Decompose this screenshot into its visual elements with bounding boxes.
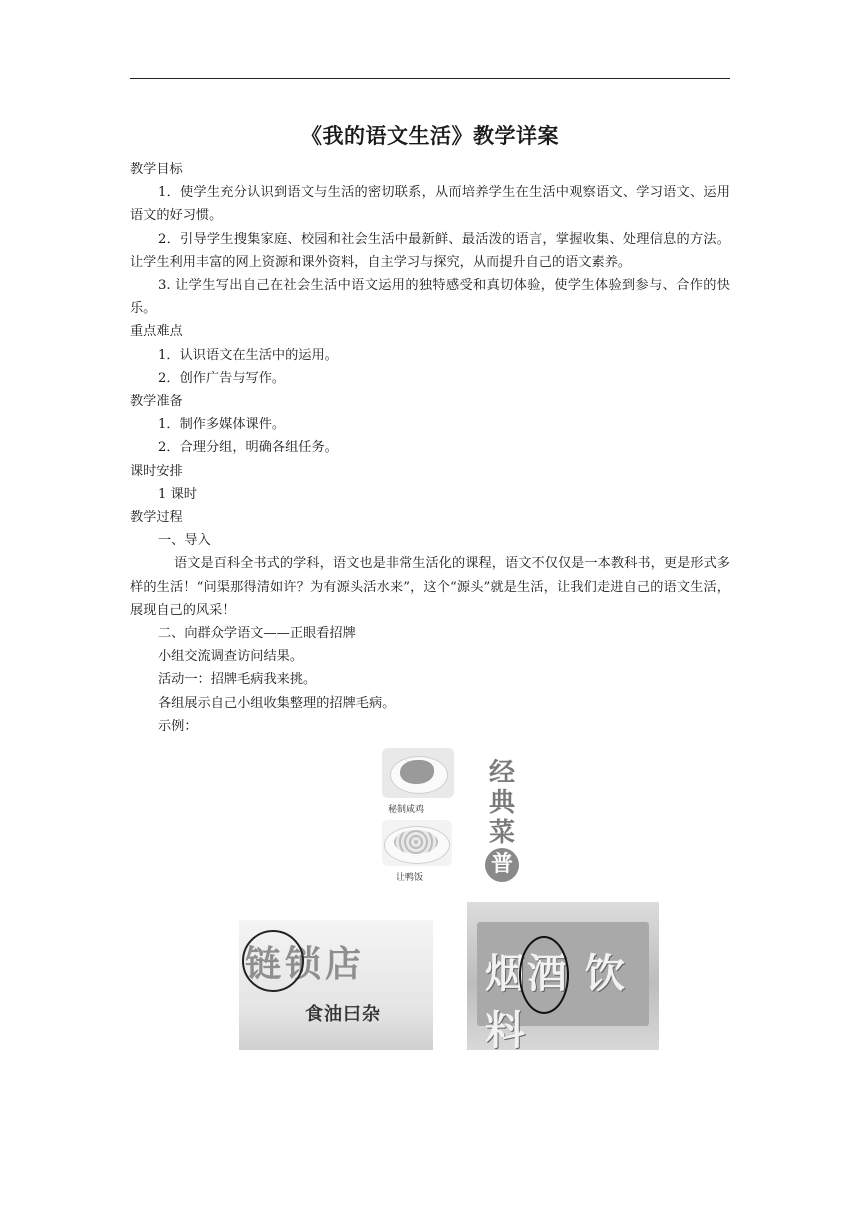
vertical-char: 菜 bbox=[488, 818, 515, 848]
chain-store-sign-image bbox=[239, 920, 433, 1050]
paragraph: 2．引导学生搜集家庭、校园和社会生活中最新鲜、最活泼的语言，掌握收集、处理信息的方法。让学生利用丰富的网上资源和课外资料，自主学习与探究，从而提升自己的语文素养。 bbox=[130, 231, 730, 270]
dish-caption: 秘制咸鸡 bbox=[388, 805, 425, 815]
paragraph: 二、向群众学语文——正眼看招牌 bbox=[158, 626, 356, 642]
rice-dish-photo bbox=[382, 820, 452, 866]
paragraph: 3. 让学生写出自己在社会生活中语文运用的独特感受和真切体验，使学生体验到参与、合作的快乐。 bbox=[130, 278, 730, 317]
vertical-char-circled: 普 bbox=[485, 848, 519, 882]
vertical-char: 典 bbox=[488, 788, 515, 818]
sign-small-text: 食油曰杂 bbox=[305, 1004, 381, 1025]
section-heading: 教学准备 bbox=[130, 394, 183, 410]
section-heading: 教学过程 bbox=[130, 510, 183, 526]
dish-caption: 让鸭饭 bbox=[396, 873, 424, 883]
paragraph: 示例： bbox=[158, 718, 198, 734]
sign-large-text: 链锁店 bbox=[245, 944, 366, 985]
error-circle-mark bbox=[519, 936, 569, 1014]
paragraph: 小组交流调查访问结果。 bbox=[158, 649, 304, 665]
section-heading: 重点难点 bbox=[130, 324, 183, 340]
chicken-dish-photo bbox=[382, 748, 454, 798]
paragraph: 语文是百科全书式的学科，语文也是非常生活化的课程，语文不仅仅是一本教科书，更是形式多样的生活！“问渠那得清如许？为有源头活水来”，这个“源头”就是生活，让我们走进自己的语文生活，展现自己的风采！ bbox=[130, 556, 730, 618]
paragraph: 1．认识语文在生活中的运用。 bbox=[158, 347, 338, 363]
page-title: 《我的语文生活》教学详案 bbox=[301, 124, 559, 148]
section-heading: 课时安排 bbox=[130, 463, 183, 479]
header-rule bbox=[130, 78, 730, 79]
paragraph: 1．制作多媒体课件。 bbox=[158, 417, 286, 433]
tobacco-sign-image bbox=[467, 902, 659, 1054]
paragraph: 1．使学生充分认识到语文与生活的密切联系，从而培养学生在生活中观察语文、学习语文、运用语文的好习惯。 bbox=[130, 185, 730, 224]
paragraph: 2．合理分组，明确各组任务。 bbox=[158, 440, 338, 456]
paragraph: 活动一：招牌毛病我来挑。 bbox=[158, 672, 317, 688]
error-circle-mark bbox=[242, 930, 304, 992]
section-heading: 教学目标 bbox=[130, 162, 183, 177]
menu-sign-image bbox=[378, 748, 538, 882]
menu-vertical-title bbox=[478, 758, 526, 882]
paragraph: 一、导入 bbox=[158, 533, 211, 549]
vertical-char: 经 bbox=[488, 758, 515, 788]
paragraph: 2．创作广告与写作。 bbox=[158, 370, 286, 386]
document-body bbox=[130, 158, 730, 738]
paragraph: 1 课时 bbox=[158, 486, 197, 502]
sign-text: 烟酒 饮料 bbox=[485, 951, 627, 1054]
paragraph: 各组展示自己小组收集整理的招牌毛病。 bbox=[158, 695, 396, 711]
